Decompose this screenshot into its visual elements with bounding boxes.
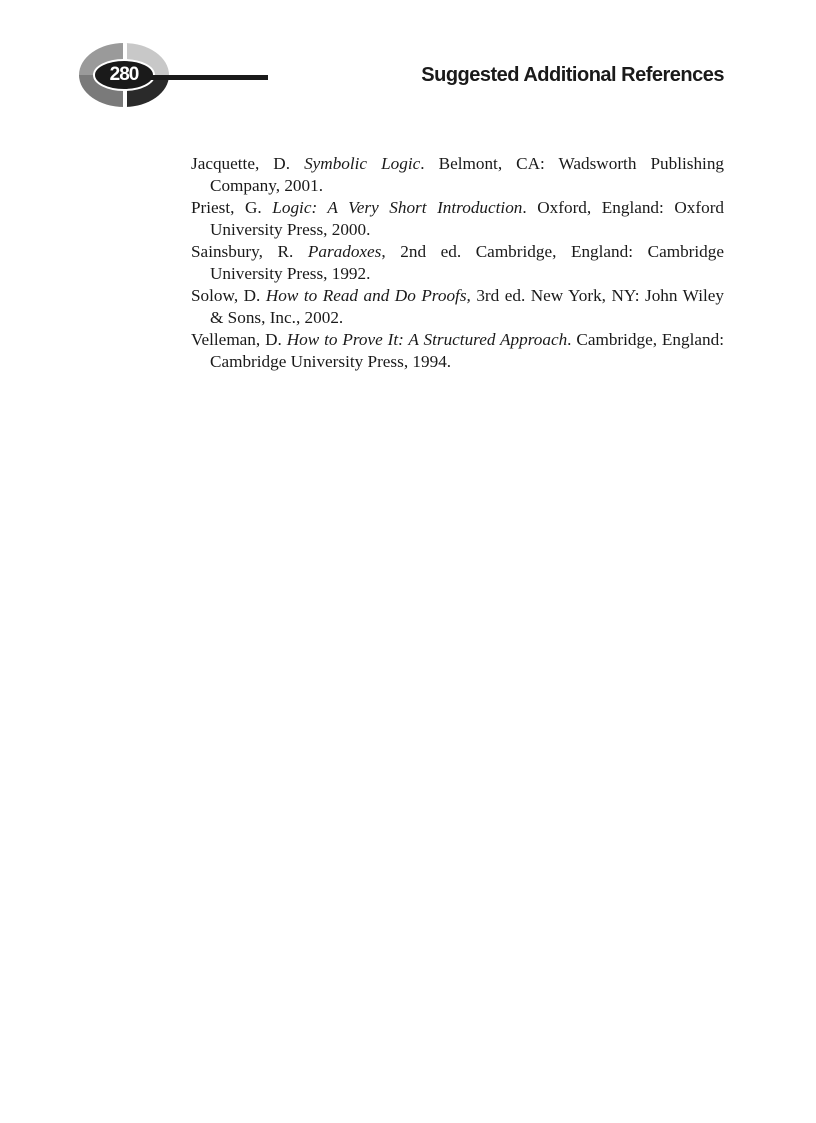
reference-title: Symbolic Logic	[304, 154, 421, 173]
running-head-title: Suggested Additional References	[421, 64, 724, 86]
reference-entry	[191, 197, 724, 241]
page-number: 280	[109, 64, 139, 85]
reference-title: Paradoxes	[307, 242, 382, 261]
reference-author: Sainsbury, R.	[191, 242, 308, 261]
header-rule	[150, 75, 268, 80]
reference-author: Jacquette, D.	[191, 154, 305, 173]
reference-author: Solow, D.	[191, 286, 266, 305]
reference-publication: . Oxford, England: Oxford University Press, 2000.	[210, 198, 725, 239]
reference-entry	[191, 329, 724, 373]
reference-publication: . Cambridge, England: Cambridge University Press, 1994.	[210, 330, 724, 371]
reference-entry	[191, 285, 724, 329]
reference-author: Velleman, D.	[191, 330, 287, 349]
reference-list	[191, 153, 724, 373]
reference-title: How to Prove It: A Structured Approach	[286, 330, 568, 349]
reference-entry	[191, 153, 724, 197]
reference-publication: . Belmont, CA: Wadsworth Publishing Company, 2001.	[210, 154, 725, 195]
reference-title: How to Read and Do Proofs,	[265, 286, 471, 305]
reference-author: Priest, G.	[191, 198, 273, 217]
reference-publication: 3rd ed. New York, NY: John Wiley & Sons, Inc., 2002.	[210, 286, 724, 327]
reference-publication: , 2nd ed. Cambridge, England: Cambridge University Press, 1992.	[210, 242, 724, 283]
reference-title: Logic: A Very Short Introduction	[272, 198, 523, 217]
reference-entry	[191, 241, 724, 285]
